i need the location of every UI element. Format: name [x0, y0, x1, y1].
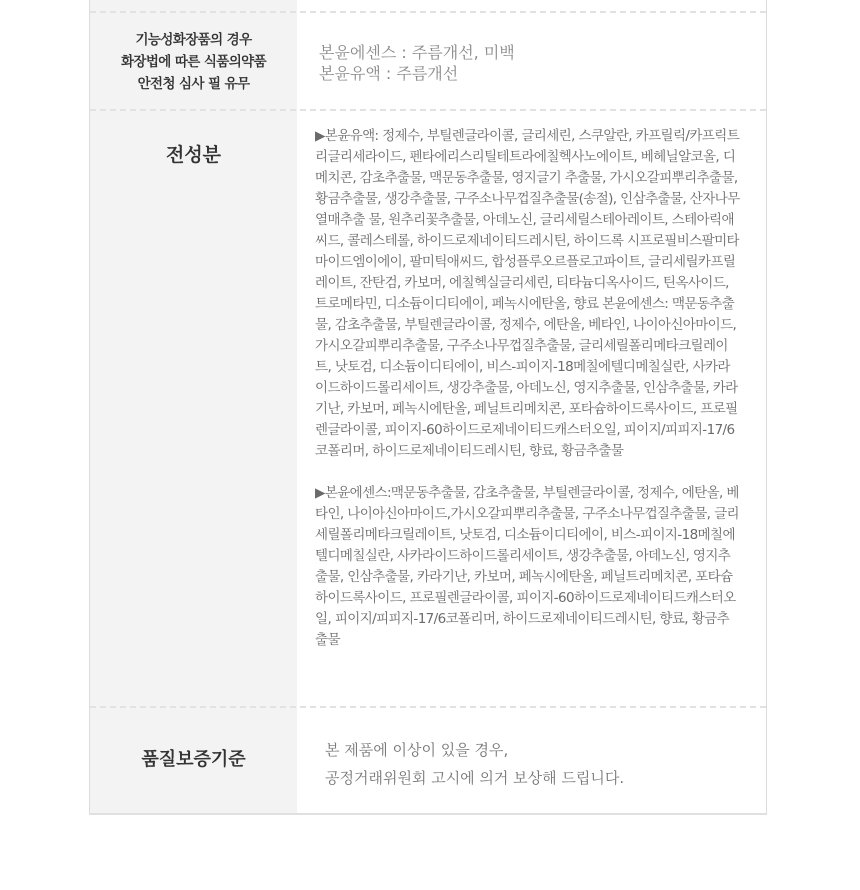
label-line: 안전청 심사 필 유무 — [137, 76, 250, 92]
value-line: 본윤에센스 : 주름개선, 미백 — [319, 43, 515, 62]
value-line: 본 제품에 이상이 있을 경우, — [325, 741, 509, 759]
product-info-table — [89, 0, 767, 815]
quality-assurance-row — [90, 707, 766, 815]
ingredients-row — [90, 110, 766, 706]
value-line: 본윤유액 : 주름개선 — [319, 64, 459, 83]
ingredients-value — [297, 126, 766, 672]
functional-cosmetics-row — [90, 12, 766, 109]
value-line: 공정거래위원회 고시에 의거 보상해 드립니다. — [325, 769, 625, 787]
quality-assurance-label: 품질보증기준 — [141, 749, 246, 770]
functional-cosmetics-label — [90, 29, 297, 95]
ingredients-label: 전성분 — [165, 144, 222, 166]
functional-cosmetics-value — [297, 42, 766, 84]
quality-assurance-value — [297, 736, 766, 792]
ingredients-lotion: ▶본윤유액: 정제수, 부틸렌글라이콜, 글리세린, 스쿠알란, 카프릴릭/카프릭트리글리세라이드, 펜타에리스리틸테트라에칠헥사노에이트, 베헤닐알코올, 디메치콘, 감초추출물, 맥문동추출물, 영지글기 추출물, 가시오갈피뿌리추출물, 황금추출물, 생강추출물, 구주소나무껍질추출물(송절), 인삼추출물, 산자나무열매추출 물, 원추리꽃추출물, 아데노신, 글리세릴스테아레이트, 스테아릭애씨드, 콜레스테롤, 하이드로제네이티드레시틴, 하이드록 시프로필비스팔미타마이드엠이에이, 팔미틱애씨드, 합성플루오르플로고파이트, 글리세릴카프릴레이트, 잔탄검, 카보머, 에칠헥실글리세린, 티타늄디옥사이드, 틴옥사이드, 트로메타민, 디소듐이디티에이, 페녹시에탄올, 향료 본윤에센스: 맥문동추출물, 감초추출물, 부틸렌글라이콜, 정제수, 에탄올, 베타인, 나이아신아마이드,가시오갈피뿌리추출물, 구주소나무껍질추출물, 글리세릴폴리메타크릴레이트, 낫토검, 디소듐이디티에이, 비스-피이지-18메칠에텔디메칠실란, 사카라이드하이드롤리세이트, 생강추출물, 아데노신, 영지추출물, 인삼추출물, 카라기난, 카보머, 페녹시에탄올, 페닐트리메치콘, 포타슘하이드록사이드, 프로필렌글라이콜, 피이지-60하이드로제네이티드캐스터오일, 피이지/피피지-17/6코폴리머, 하이드로제네이티드레시틴, 향료, 황금추출물 — [315, 128, 740, 459]
ingredients-essence: ▶본윤에센스:맥문동추출물, 감초추출물, 부틸렌글라이콜, 정제수, 에탄올, 베타인, 나이아신아마이드,가시오갈피뿌리추출물, 구주소나무껍질추출물, 글리세릴폴리메타크릴레이트, 낫토검, 디소듐이디티에이, 비스-피이지-18메칠에텔디메칠실란, 사카라이드하이드롤리세이트, 생강추출물, 아데노신, 영지추출물, 인삼추출물, 카라기난, 카보머, 페녹시에탄올, 페닐트리메치콘, 포타슘하이드록사이드, 프로필렌글라이콜, 피이지-60하이드로제네이티드캐스터오일, 피이지/피피지-17/6코폴리머, 하이드로제네이티드레시틴, 향료, 황금추출물 — [315, 485, 739, 648]
label-line: 기능성화장품의 경우 — [135, 32, 252, 48]
label-line: 화장법에 따른 식품의약품 — [120, 54, 267, 70]
